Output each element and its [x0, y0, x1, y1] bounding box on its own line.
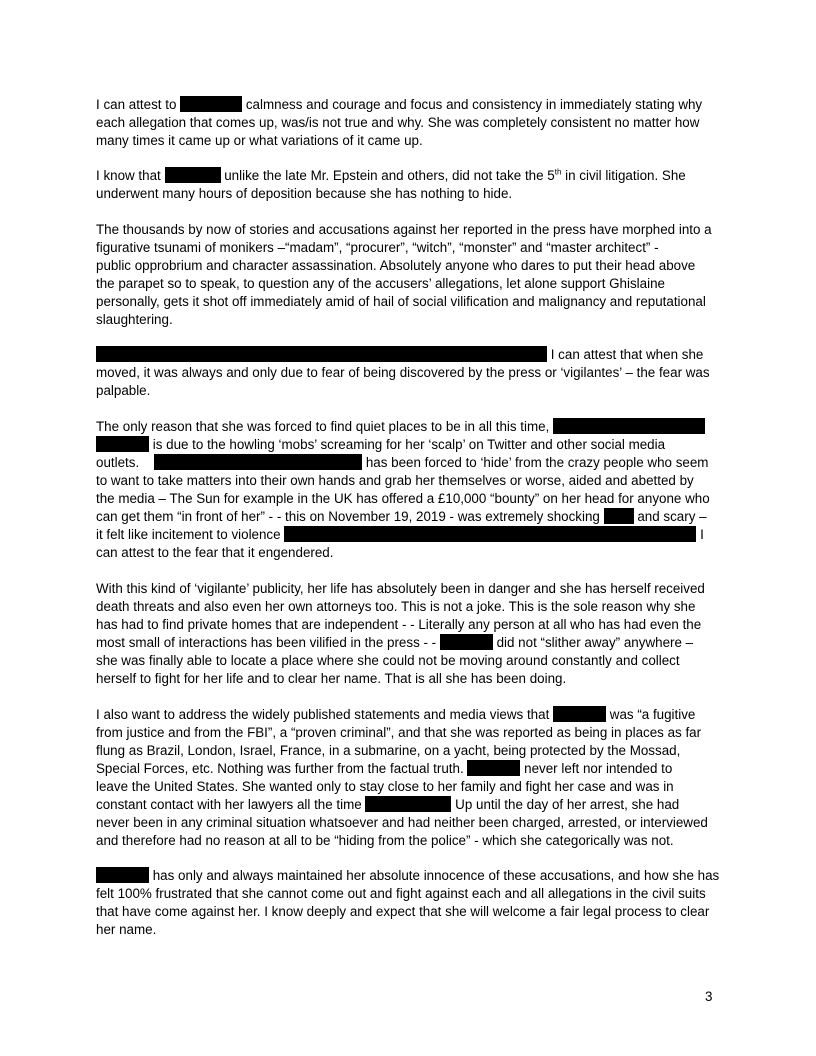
text: I — [700, 527, 704, 542]
text: never left nor intended to — [524, 761, 673, 776]
para3-line2: figurative tsunami of monikers –“madam”, “procurer”, “witch”, “monster” and “master architect” - — [96, 240, 659, 255]
para7-line6 — [96, 796, 679, 814]
redaction-box — [96, 867, 149, 883]
text: calmness and courage and focus and consistency in immediately stating why — [245, 97, 703, 112]
superscript: th — [554, 167, 562, 177]
text: Up until the day of her arrest, she had — [455, 797, 680, 812]
redaction-box — [96, 346, 547, 362]
text: I can attest to — [96, 97, 177, 112]
text: I can attest that when she — [550, 347, 704, 362]
para8-line2: felt 100% frustrated that she cannot come out and fight against each and all allegations in the civil suits — [96, 886, 706, 901]
para6-line1: With this kind of ‘vigilante’ publicity, her life has absolutely been in danger and she has herself received — [96, 581, 705, 596]
para8-line3: that have come against her. I know deeply and expect that she will welcome a fair legal process to clear — [96, 904, 710, 919]
text: most small of interactions has been vilified in the press - - — [96, 635, 437, 650]
text: The only reason that she was forced to find quiet places to be in all this time, — [96, 419, 550, 434]
para4-line2: moved, it was always and only due to fear of being discovered by the press or ‘vigilantes’ – the fear was — [96, 365, 710, 380]
para1-line2: each allegation that comes up, was/is not true and why. She was completely consistent no matter how — [96, 115, 700, 130]
para3-line5: personally, gets it shot off immediately amid of hail of social vilification and malignancy and reputational — [96, 294, 706, 309]
para7-line8: and therefore had no reason at all to be “hiding from the police” - which she categorically was not. — [96, 833, 674, 848]
para5-line1 — [96, 418, 705, 436]
para6-line6: herself to fight for her life and to clear her name. That is all she has been doing. — [96, 671, 567, 686]
redaction-box — [165, 167, 221, 183]
para5-line7 — [96, 526, 704, 544]
redaction-box — [365, 796, 451, 812]
redaction-box — [180, 96, 242, 112]
para7-line7: never been in any criminal situation whatsoever and had neither been charged, arrested, or interviewed — [96, 815, 708, 830]
para6-line4 — [96, 634, 693, 652]
page-number: 3 — [705, 989, 713, 1004]
para4-line1 — [96, 346, 703, 364]
para3-line6: slaughtering. — [96, 312, 173, 327]
text: was “a fugitive — [609, 707, 696, 722]
text: has only and always maintained her absolute innocence of these accusations, and how she has — [152, 868, 720, 883]
para3-line4: the parapet so to speak, to question any of the accusers’ allegations, let alone support Ghislaine — [96, 276, 665, 291]
text: it felt like incitement to violence — [96, 527, 281, 542]
para4-line3: palpable. — [96, 383, 151, 398]
text: I also want to address the widely published statements and media views that — [96, 707, 550, 722]
text: unlike the late Mr. Epstein and others, did not take the 5 — [224, 168, 555, 183]
para7-line4 — [96, 760, 672, 778]
para5-line2 — [96, 436, 665, 454]
para1-line3: many times it came up or what variations of it came up. — [96, 133, 423, 148]
redaction-box — [553, 418, 705, 434]
para3-line1: The thousands by now of stories and accusations against her reported in the press have morphed into a — [96, 222, 712, 237]
text: and scary – — [637, 509, 707, 524]
para5-line5: the media – The Sun for example in the UK has offered a £10,000 “bounty” on her head for anyone who — [96, 491, 710, 506]
para8-line4: her name. — [96, 922, 157, 937]
text: I know that — [96, 168, 161, 183]
redaction-box — [284, 526, 696, 542]
redaction-box — [604, 508, 634, 524]
text: in civil litigation. She — [565, 168, 686, 183]
redaction-box — [440, 634, 493, 650]
redaction-box — [154, 454, 362, 470]
para1-line1 — [96, 96, 702, 114]
redaction-box — [467, 760, 520, 776]
para5-line8: can attest to the fear that it engendered. — [96, 545, 334, 560]
para7-line5: leave the United States. She wanted only to stay close to her family and fight her case and was in — [96, 779, 674, 794]
para2-line1 — [96, 167, 686, 185]
para6-line3: has had to find private homes that are independent - - Literally any person at all who has had even the — [96, 617, 702, 632]
para8-line1 — [96, 867, 719, 885]
text: outlets. — [96, 455, 140, 470]
para7-line3: flung as Brazil, London, Israel, France, in a submarine, on a yacht, being protected by the Mossad, — [96, 743, 681, 758]
para5-line3 — [96, 454, 708, 472]
para3-line3: public opprobrium and character assassination. Absolutely anyone who dares to put their head above — [96, 258, 696, 273]
para2-line2: underwent many hours of deposition because she has nothing to hide. — [96, 186, 513, 201]
text: can get them “in front of her” - - this on November 19, 2019 - was extremely shocking — [96, 509, 600, 524]
para6-line2: death threats and also even her own attorneys too. This is not a joke. This is the sole reason why she — [96, 599, 696, 614]
para5-line6 — [96, 508, 707, 526]
text: constant contact with her lawyers all the time — [96, 797, 362, 812]
para7-line2: from justice and from the FBI”, a “proven criminal”, and that she was reported as being in places as far — [96, 725, 702, 740]
text: is due to the howling ‘mobs’ screaming for her ‘scalp’ on Twitter and other social media — [152, 437, 666, 452]
text: has been forced to ‘hide’ from the crazy people who seem — [365, 455, 709, 470]
redaction-box — [553, 706, 606, 722]
para7-line1 — [96, 706, 695, 724]
text: did not “slither away” anywhere – — [496, 635, 694, 650]
text: Special Forces, etc. Nothing was further from the factual truth. — [96, 761, 464, 776]
para5-line4: to want to take matters into their own hands and grab her themselves or worse, aided and abetted by — [96, 473, 694, 488]
para6-line5: she was finally able to locate a place where she could not be moving around constantly and collect — [96, 653, 680, 668]
redaction-box — [96, 436, 149, 452]
